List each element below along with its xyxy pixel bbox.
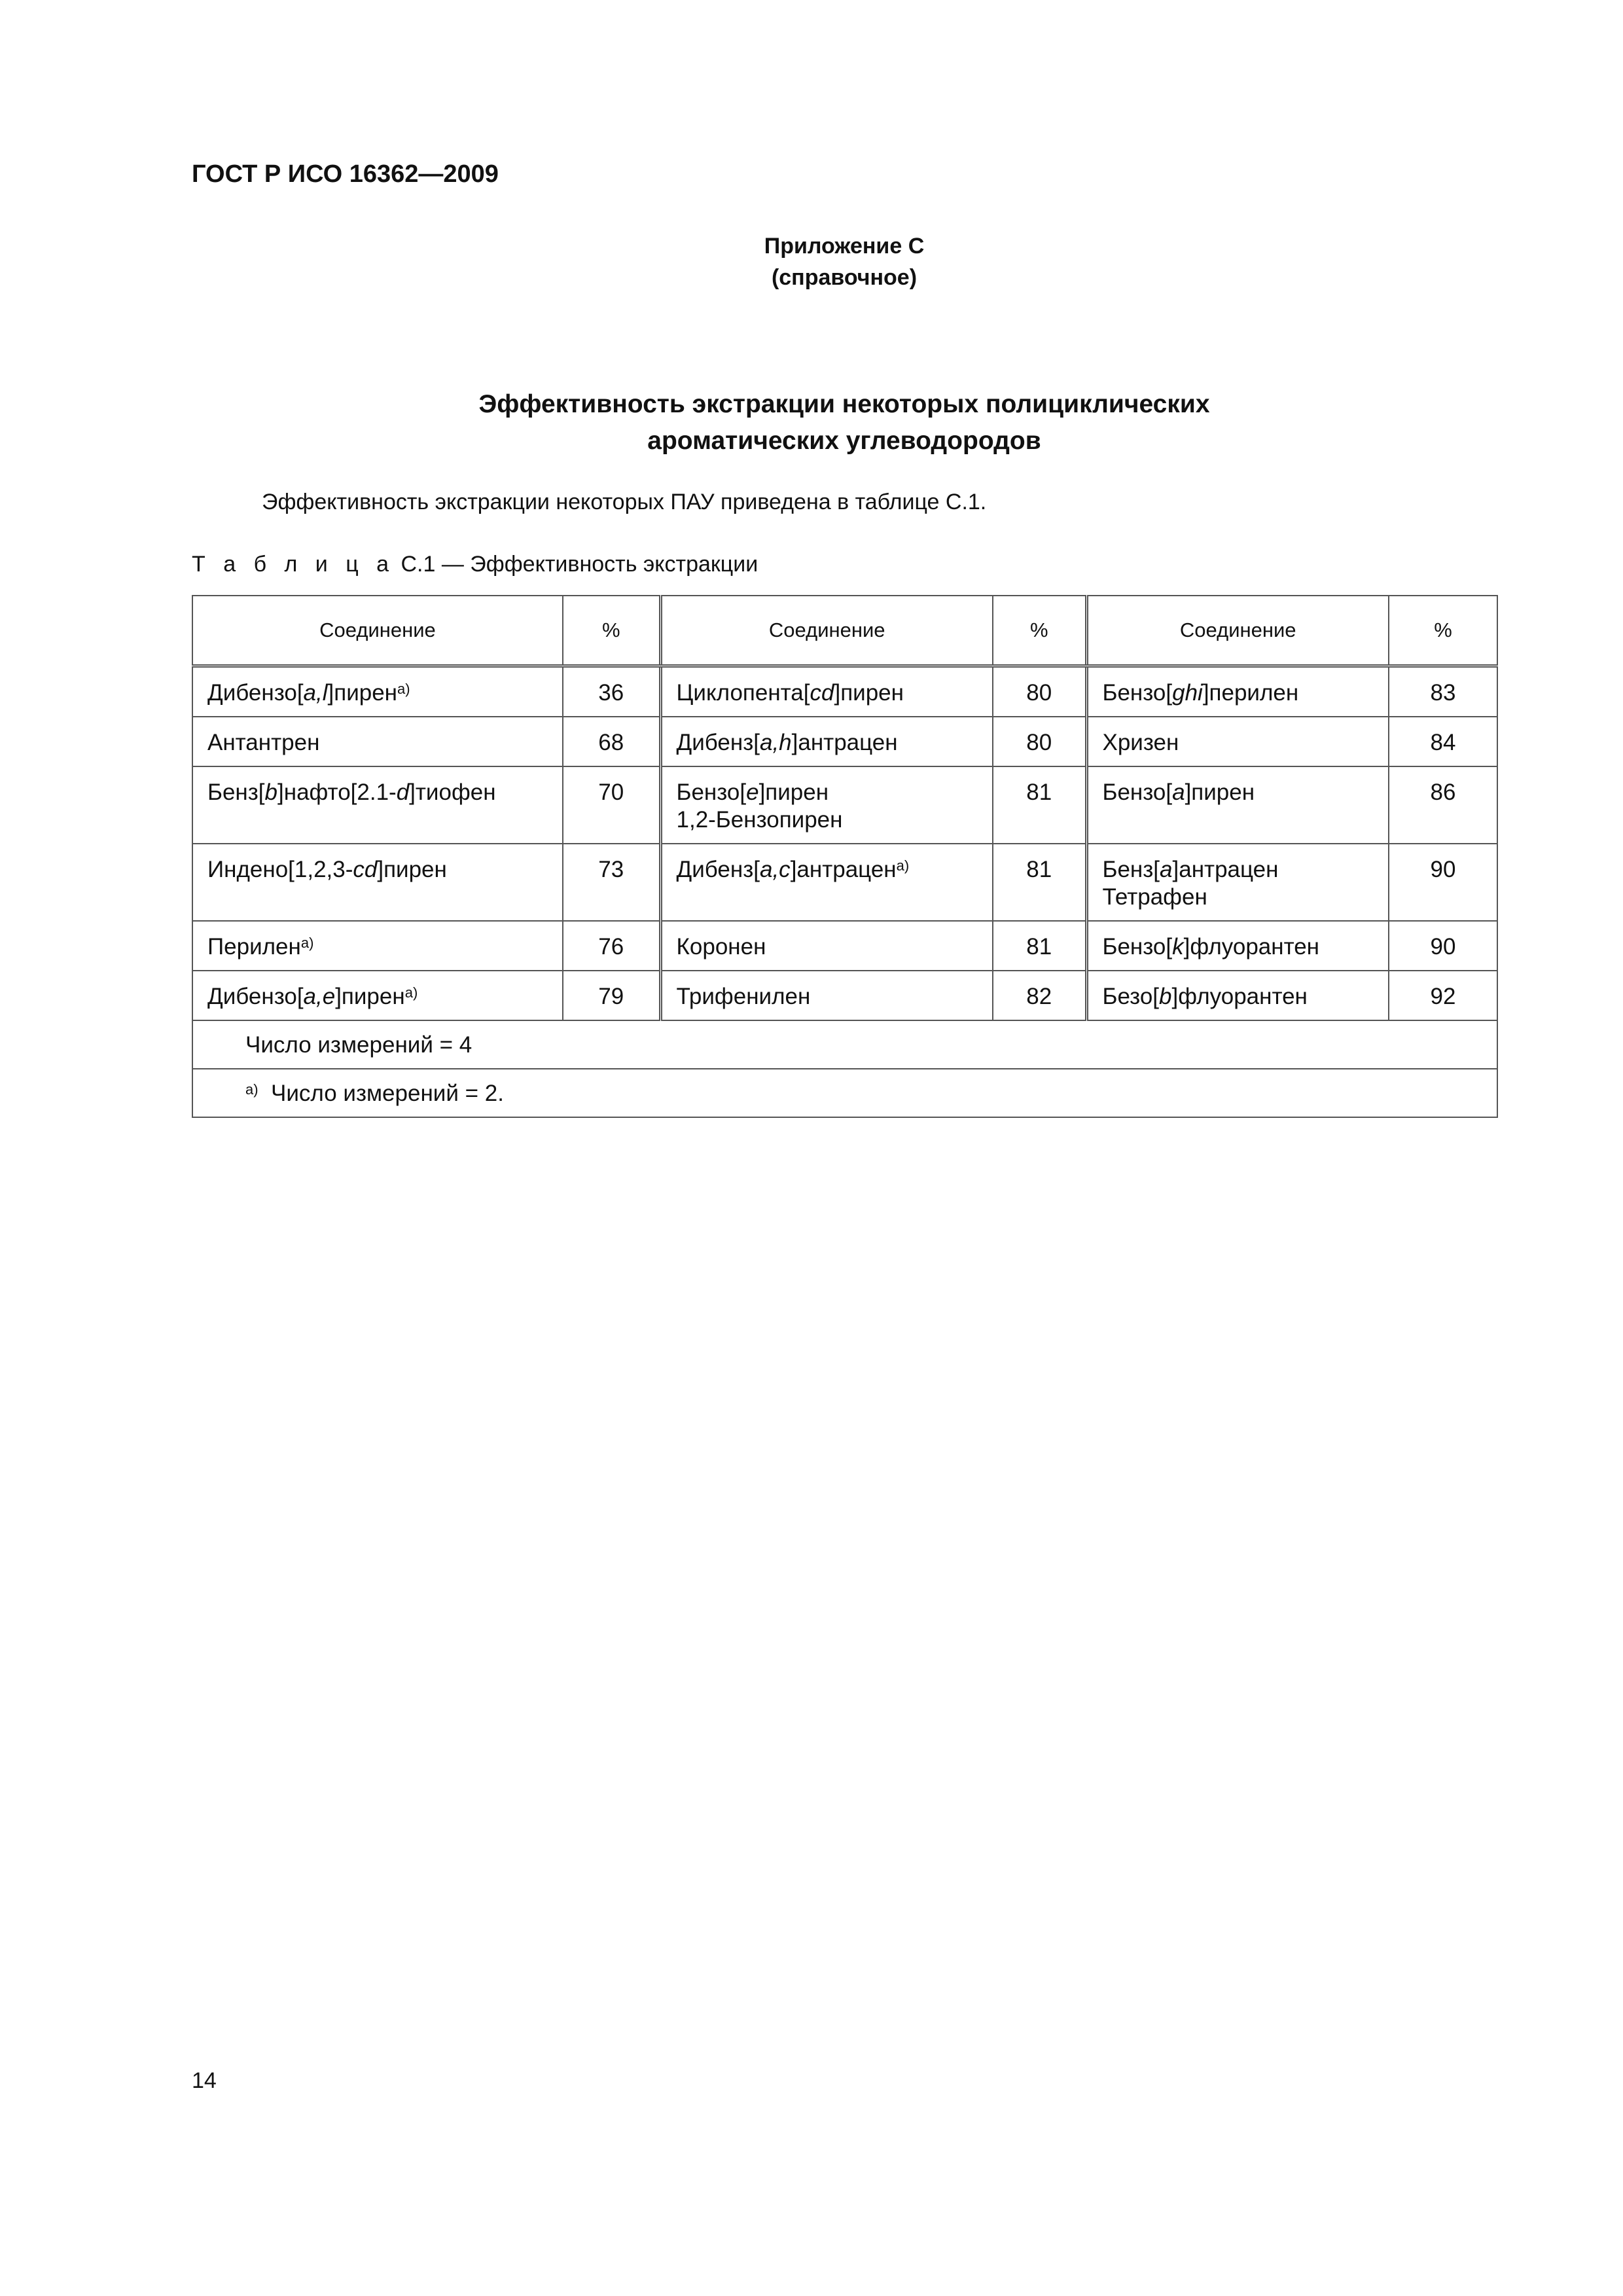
table-body	[192, 666, 1497, 1021]
table-row	[192, 766, 1497, 844]
footnote-text: Число измерений = 2.	[271, 1081, 504, 1106]
compound-name	[1103, 729, 1374, 757]
compound-name-text: ]пирен	[327, 680, 398, 706]
compound-name-text: ]антрацен	[1172, 857, 1279, 882]
compound-name-text: ]антрацен	[790, 857, 897, 882]
header-percent: %	[563, 596, 660, 666]
compound-name-text: ]флуорантен	[1183, 934, 1320, 960]
compound-name	[1103, 933, 1374, 961]
efficiency-percent-cell: 86	[1389, 766, 1497, 844]
compound-name	[677, 933, 978, 961]
compound-locant: a	[1160, 857, 1173, 882]
compound-name	[1103, 679, 1374, 707]
compound-name	[207, 679, 548, 707]
table-caption	[192, 552, 758, 577]
compound-name-text: Индено[1,2,3-	[207, 857, 353, 882]
efficiency-percent-cell: 90	[1389, 844, 1497, 921]
compound-name-text: Безо[	[1102, 984, 1160, 1009]
compound-name-cell	[1086, 921, 1389, 971]
compound-name-text: ]тиофен	[409, 780, 496, 805]
compound-name	[1103, 983, 1374, 1011]
compound-name	[207, 983, 548, 1011]
compound-name-cell	[660, 971, 993, 1020]
table-row	[192, 666, 1497, 717]
table-header-row	[192, 596, 1497, 666]
compound-name-cell	[1086, 666, 1389, 717]
intro-paragraph: Эффективность экстракции некоторых ПАУ приведена в таблице С.1.	[262, 490, 987, 514]
compound-name-text: Бенз[	[207, 780, 265, 805]
compound-name	[677, 856, 978, 884]
efficiency-percent-cell: 76	[563, 921, 660, 971]
compound-locant: a,l	[303, 680, 328, 706]
compound-name	[677, 729, 978, 757]
efficiency-percent-cell: 82	[993, 971, 1086, 1020]
header-compound: Соединение	[1086, 596, 1389, 666]
compound-synonym: 1,2-Бензопирен	[676, 807, 843, 833]
footnote-mark: a)	[397, 681, 410, 697]
efficiency-percent-cell: 84	[1389, 717, 1497, 766]
table-row	[192, 971, 1497, 1020]
compound-name	[207, 779, 548, 806]
compound-name-cell	[1086, 844, 1389, 921]
header-compound: Соединение	[660, 596, 993, 666]
section-title	[0, 386, 1623, 459]
extraction-efficiency-table	[192, 595, 1498, 1118]
table-note-row	[192, 1020, 1497, 1069]
efficiency-percent-cell: 79	[563, 971, 660, 1020]
efficiency-percent-cell: 83	[1389, 666, 1497, 717]
compound-name	[207, 729, 548, 757]
compound-name-text: ]нафто[2.1-	[277, 780, 397, 805]
table-footnote-row	[192, 1069, 1497, 1117]
compound-name-text: ]пирен	[834, 680, 904, 706]
compound-name-text: Трифенилен	[676, 984, 811, 1009]
table-row	[192, 844, 1497, 921]
compound-name-text: Дибенз[	[676, 857, 760, 882]
compound-name	[677, 983, 978, 1011]
compound-name-text: Бензо[	[1102, 934, 1173, 960]
compound-name-text: Хризен	[1102, 730, 1179, 755]
footnote-mark: a)	[300, 935, 314, 951]
compound-locant: a,h	[759, 730, 792, 755]
compound-name-text: ]пирен	[758, 780, 829, 805]
compound-locant: a	[1172, 780, 1185, 805]
efficiency-percent-cell: 36	[563, 666, 660, 717]
compound-name-text: ]антрацен	[791, 730, 898, 755]
compound-name-text: Бензо[	[1102, 680, 1173, 706]
compound-name	[677, 779, 978, 806]
table-row	[192, 717, 1497, 766]
footnote	[192, 1069, 1497, 1117]
compound-name-text: ]пирен	[1185, 780, 1255, 805]
header-percent: %	[1389, 596, 1497, 666]
compound-name-cell	[1086, 766, 1389, 844]
section-title-line-2: ароматических углеводородов	[647, 427, 1041, 455]
compound-name-cell	[192, 921, 563, 971]
compound-locant: b	[1159, 984, 1172, 1009]
compound-locant: a,e	[303, 984, 336, 1009]
footnote-mark: a)	[896, 857, 910, 874]
efficiency-percent-cell: 73	[563, 844, 660, 921]
compound-name	[677, 679, 978, 707]
compound-name-text: Циклопента[	[676, 680, 810, 706]
compound-name-text: Дибенз[	[676, 730, 760, 755]
compound-name-text: Бенз[	[1102, 857, 1160, 882]
compound-name-cell	[660, 666, 993, 717]
compound-name-text: ]пирен	[335, 984, 405, 1009]
compound-name-cell	[192, 666, 563, 717]
compound-name-cell	[660, 844, 993, 921]
document-header: ГОСТ Р ИСО 16362—2009	[192, 160, 499, 188]
compound-name-cell	[192, 717, 563, 766]
footnote-mark: a)	[245, 1081, 259, 1098]
efficiency-percent-cell: 81	[993, 844, 1086, 921]
compound-name-text: Перилен	[207, 934, 301, 960]
annex-type: (справочное)	[771, 265, 918, 290]
section-title-line-1: Эффективность экстракции некоторых полициклических	[478, 390, 1210, 418]
compound-locant: ghi	[1172, 680, 1203, 706]
compound-locant: k	[1172, 934, 1184, 960]
table-row	[192, 921, 1497, 971]
efficiency-percent-cell: 81	[993, 921, 1086, 971]
compound-name	[207, 933, 548, 961]
efficiency-percent-cell: 68	[563, 717, 660, 766]
compound-name-text: ]перилен	[1202, 680, 1299, 706]
compound-name-cell	[660, 921, 993, 971]
compound-name-text: Антантрен	[207, 730, 320, 755]
compound-locant: d	[396, 780, 410, 805]
compound-name	[1103, 856, 1374, 884]
header-compound: Соединение	[192, 596, 563, 666]
compound-name	[207, 856, 548, 884]
efficiency-percent-cell: 81	[993, 766, 1086, 844]
annex-heading	[0, 230, 1623, 293]
efficiency-percent-cell: 80	[993, 666, 1086, 717]
compound-name-cell	[1086, 971, 1389, 1020]
compound-locant: e	[746, 780, 759, 805]
compound-name-text: Дибензо[	[207, 984, 304, 1009]
compound-name-text: Коронен	[676, 934, 766, 960]
compound-locant: b	[264, 780, 278, 805]
compound-name-text: Бензо[	[1102, 780, 1173, 805]
efficiency-percent-cell: 92	[1389, 971, 1497, 1020]
page-number: 14	[192, 2068, 217, 2093]
compound-name	[1103, 779, 1374, 806]
compound-name-text: ]флуорантен	[1171, 984, 1308, 1009]
footnote-mark: a)	[404, 984, 418, 1001]
compound-locant: cd	[353, 857, 378, 882]
compound-synonym: Тетрафен	[1102, 884, 1207, 910]
compound-name-cell	[192, 766, 563, 844]
compound-name-text: Бензо[	[676, 780, 747, 805]
efficiency-percent-cell: 90	[1389, 921, 1497, 971]
compound-name-cell	[660, 766, 993, 844]
compound-name-text: Дибензо[	[207, 680, 304, 706]
efficiency-percent-cell: 70	[563, 766, 660, 844]
compound-name-text: ]пирен	[377, 857, 447, 882]
compound-name-cell	[192, 844, 563, 921]
measurement-count-note: Число измерений = 4	[192, 1020, 1497, 1069]
compound-name-cell	[192, 971, 563, 1020]
compound-locant: a,c	[759, 857, 791, 882]
compound-name-cell	[660, 717, 993, 766]
efficiency-percent-cell: 80	[993, 717, 1086, 766]
compound-name-cell	[1086, 717, 1389, 766]
table-caption-prefix: Т а б л и ц а	[192, 552, 395, 577]
annex-label: Приложение С	[764, 234, 925, 259]
compound-locant: cd	[810, 680, 834, 706]
table-caption-text: С.1 — Эффективность экстракции	[401, 552, 758, 577]
header-percent: %	[993, 596, 1086, 666]
